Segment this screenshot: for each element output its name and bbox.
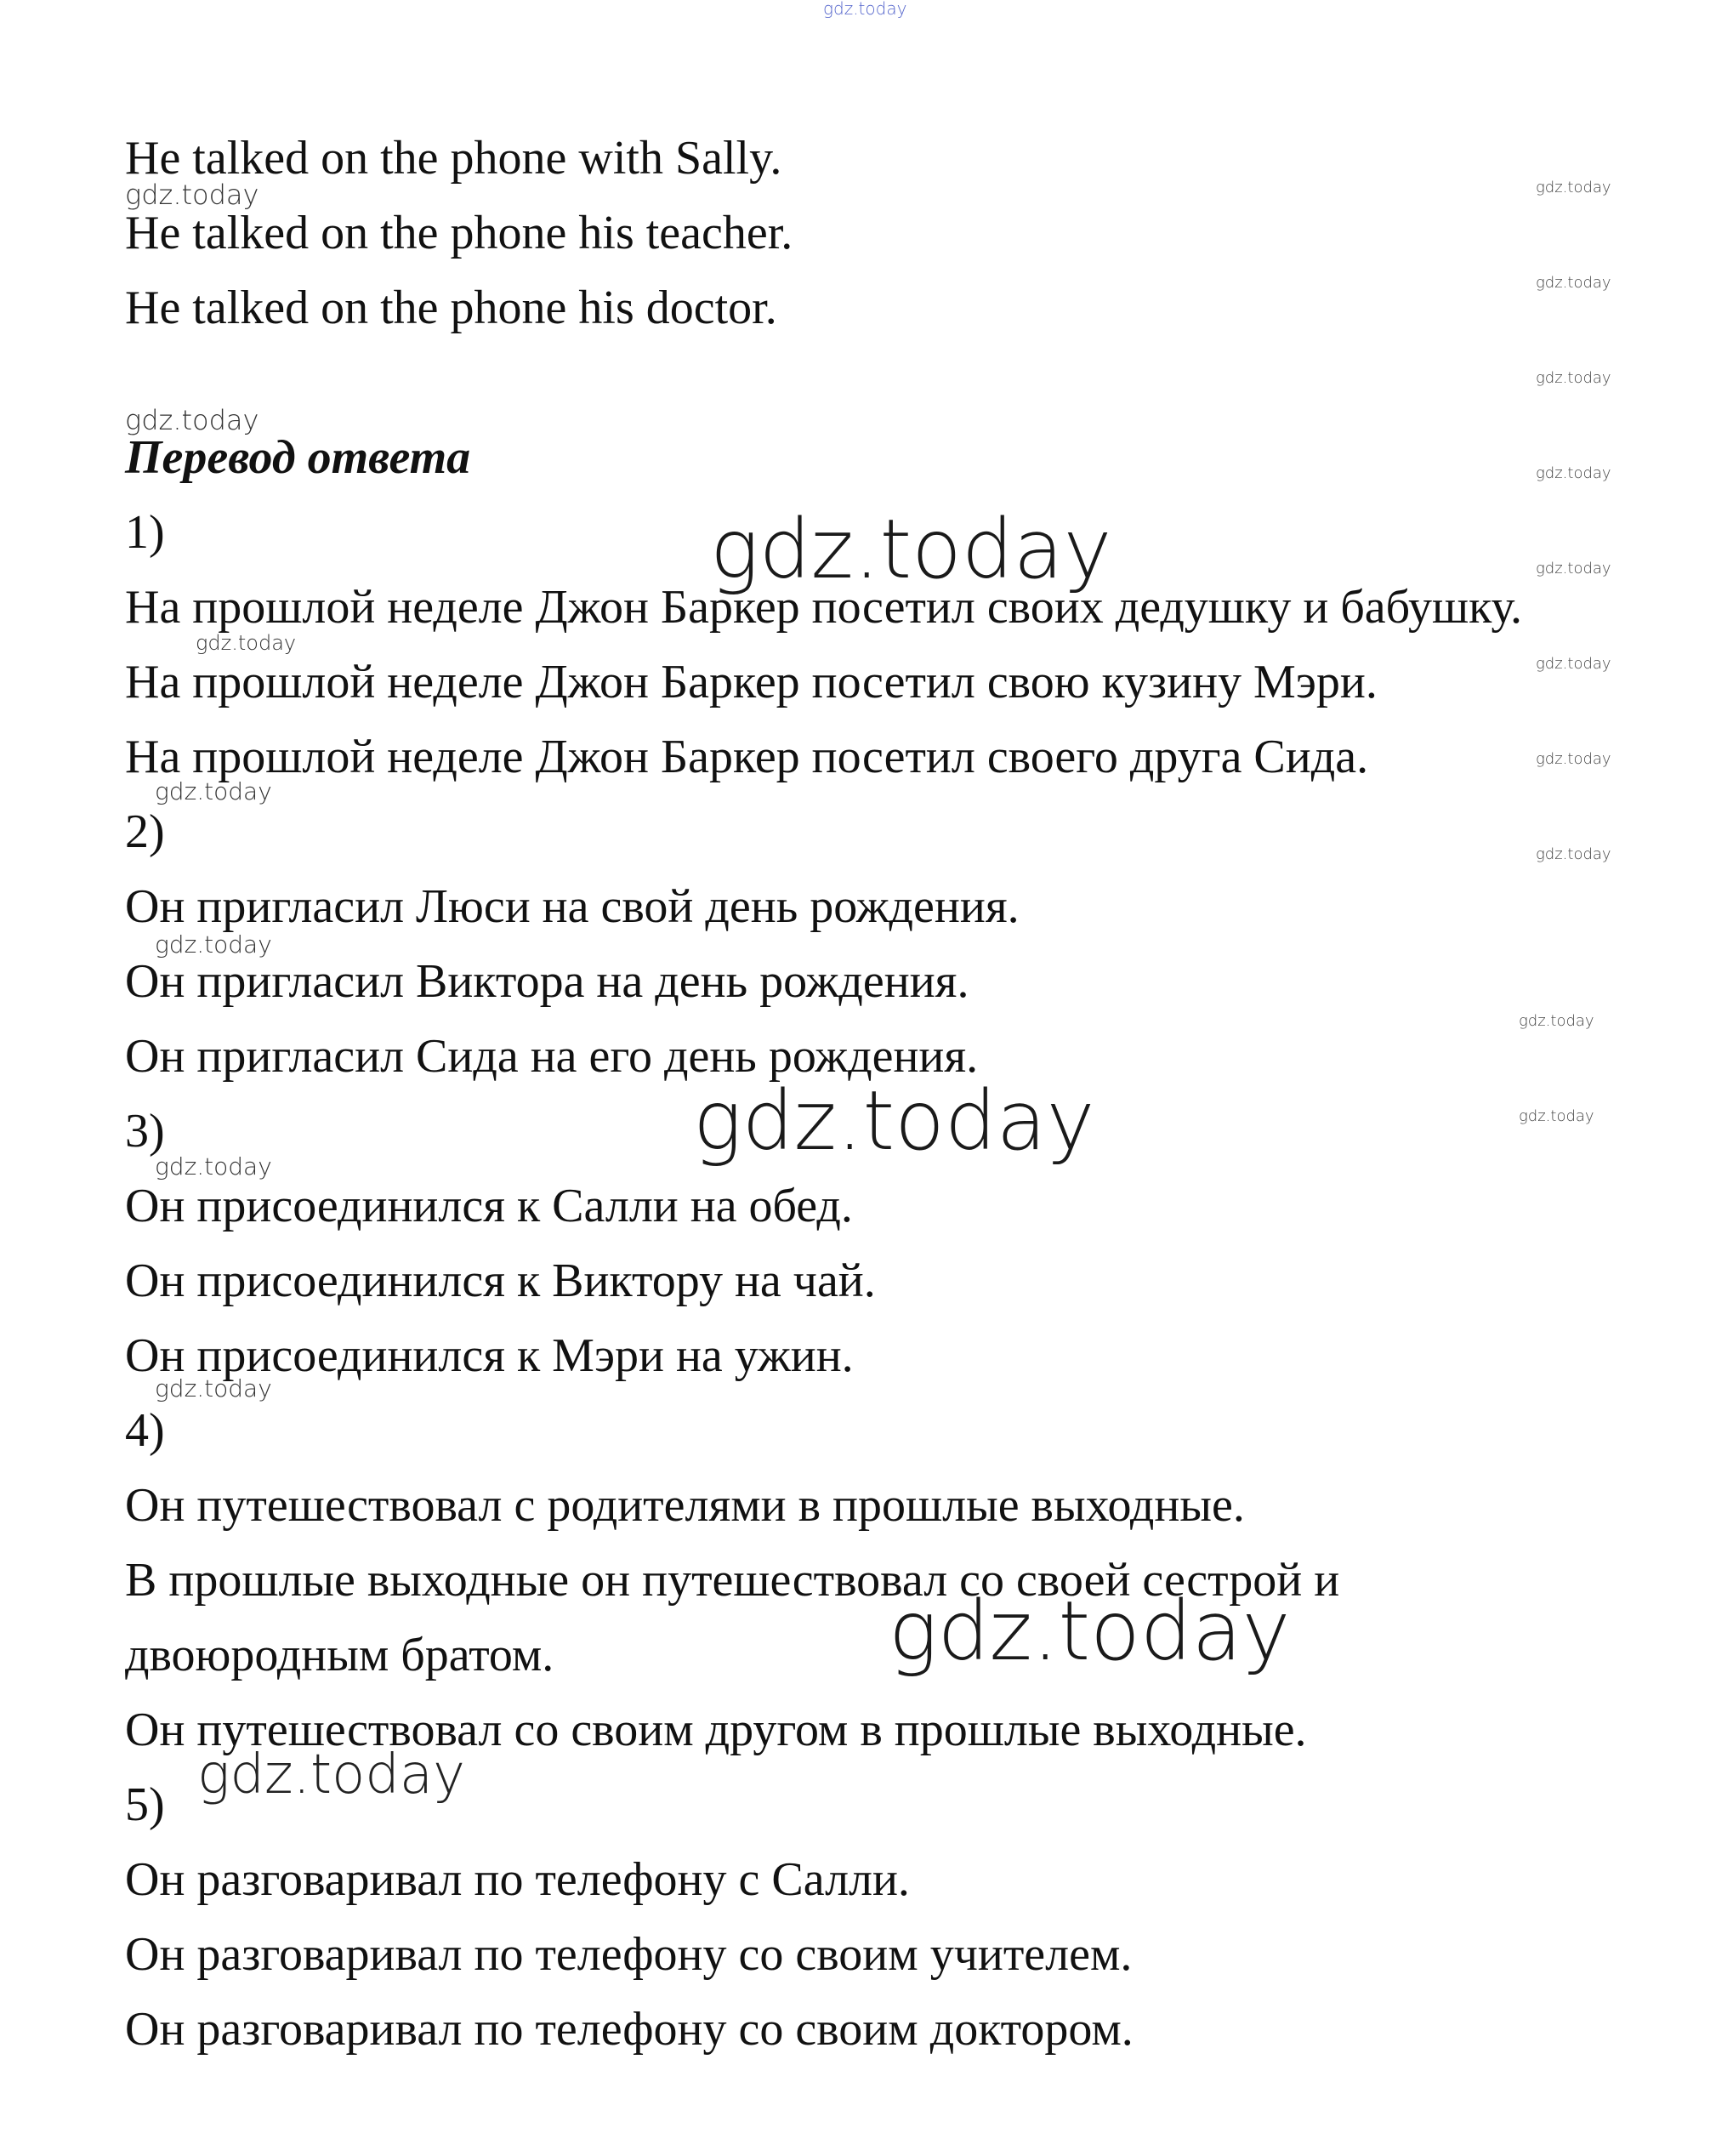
section-3-line-2: Он присоединился к Виктору на чай. <box>125 1254 876 1307</box>
section-1-line-1: На прошлой неделе Джон Баркер посетил своих дедушку и бабушку. <box>125 581 1522 634</box>
watermark: gdz.today <box>155 1374 272 1402</box>
watermark-side: gdz.today <box>1536 369 1611 387</box>
watermark: gdz.today <box>155 777 272 805</box>
watermark: gdz.today <box>155 1152 272 1180</box>
section-2-line-3: Он пригласил Сида на его день рождения. <box>125 1030 979 1083</box>
watermark-large: gdz.today <box>889 1584 1291 1679</box>
watermark-side: gdz.today <box>1519 1012 1594 1030</box>
section-4-line-3: двоюродным братом. <box>125 1629 554 1681</box>
translation-heading: Перевод ответа <box>125 431 471 484</box>
watermark-side: gdz.today <box>1536 179 1611 196</box>
watermark-medium: gdz.today <box>197 1744 465 1806</box>
english-line-3: He talked on the phone his doctor. <box>125 282 777 334</box>
section-2-line-2: Он пригласил Виктора на день рождения. <box>125 955 969 1008</box>
section-5-line-3: Он разговаривал по телефону со своим доктором. <box>125 2003 1134 2056</box>
section-number-4: 4) <box>125 1404 165 1457</box>
watermark-side: gdz.today <box>1536 750 1611 768</box>
section-1-line-3: На прошлой неделе Джон Баркер посетил своего друга Сида. <box>125 731 1369 783</box>
english-line-2: He talked on the phone his teacher. <box>125 207 793 259</box>
section-4-line-2: В прошлые выходные он путешествовал со своей сестрой и <box>125 1554 1340 1607</box>
watermark: gdz.today <box>196 631 297 655</box>
section-number-3: 3) <box>125 1105 165 1158</box>
watermark-side: gdz.today <box>1536 655 1611 673</box>
english-line-1: He talked on the phone with Sally. <box>125 132 782 185</box>
watermark-side: gdz.today <box>1536 560 1611 577</box>
watermark-large: gdz.today <box>710 502 1112 597</box>
section-2-line-1: Он пригласил Люси на свой день рождения. <box>125 880 1020 933</box>
section-3-line-1: Он присоединился к Салли на обед. <box>125 1180 853 1232</box>
section-number-5: 5) <box>125 1778 165 1831</box>
section-number-2: 2) <box>125 805 165 858</box>
watermark: gdz.today <box>125 179 259 211</box>
watermark-side: gdz.today <box>1536 845 1611 863</box>
section-3-line-3: Он присоединился к Мэри на ужин. <box>125 1329 854 1382</box>
section-number-1: 1) <box>125 506 165 559</box>
section-4-line-1: Он путешествовал с родителями в прошлые выходные. <box>125 1479 1245 1532</box>
watermark: gdz.today <box>125 404 259 436</box>
watermark-side: gdz.today <box>1519 1107 1594 1125</box>
watermark: gdz.today <box>155 930 272 959</box>
section-5-line-1: Он разговаривал по телефону с Салли. <box>125 1853 910 1906</box>
section-5-line-2: Он разговаривал по телефону со своим учителем. <box>125 1928 1133 1981</box>
watermark-side: gdz.today <box>1536 464 1611 482</box>
watermark-side: gdz.today <box>1536 274 1611 292</box>
section-1-line-2: На прошлой неделе Джон Баркер посетил свою кузину Мэри. <box>125 656 1378 708</box>
watermark-large: gdz.today <box>693 1073 1095 1169</box>
watermark-top: gdz.today <box>823 0 907 19</box>
section-4-line-4: Он путешествовал со своим другом в прошлые выходные. <box>125 1704 1307 1756</box>
